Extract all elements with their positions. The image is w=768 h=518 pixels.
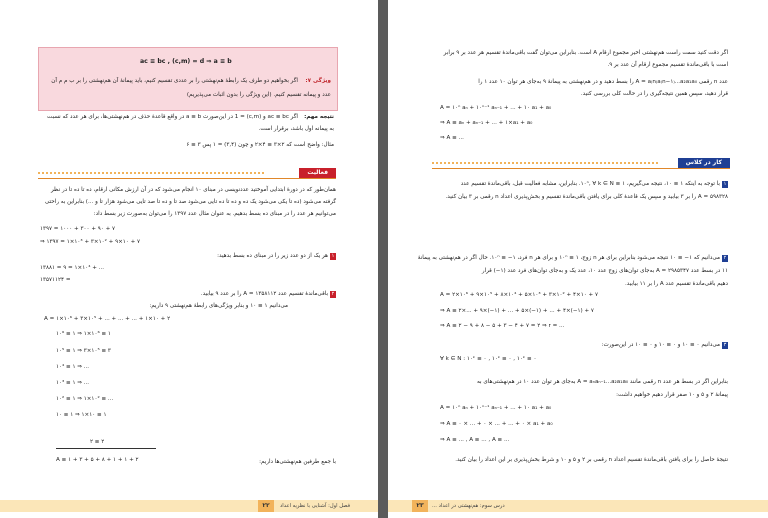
math-line-1: A = ۱×۱۰⁶ + ۳×۱۰⁵ + ... + ... + ... + ۱×۱۰ + ۲: [44, 316, 171, 322]
cw3-text-1: می‌دانیم ۰ ≡ ۱۰ و ۰ ≡ ۱۰ و ۰ ≡ ۱۰ در این‌صورت:: [601, 342, 720, 348]
digits-line-1: عدد n رقمی A = a₍n₎a₍n−۱₎...a₂a₁a₀ را بسط دهید و در هم‌نهشتی به پیمانهٔ ۹ به‌جای هر توان ۱۰ عدد ۱ را: [478, 79, 728, 85]
property-formula: ac ≡ bc , (c,m) = d ⇒ a ≡ b: [140, 58, 232, 65]
cw3-math-1: A = ۱۰ⁿ aₙ + ۱۰ⁿ⁻¹ aₙ₋₁ + ... + ۱۰ a₁ + a₀: [440, 405, 552, 411]
math-line-5: ۱۰³ ≡ ۱ ⇒ ...: [56, 380, 90, 386]
cw3-math-2: ⇒ A ≡ ۰ × ... + ۰ × ... + ... + ۰ × a₁ + a₀: [440, 421, 553, 427]
question-2-number: ۲: [331, 291, 335, 297]
intro-line-1: اگر دقت کنید سمت راست هم‌نهشتی اخیر مجموع ارقام A است. بنابراین می‌توان گفت باقی‌ماندهٔ تقسیم هر عدد بر ۹ برابر: [443, 50, 728, 56]
sum-divider: [56, 448, 156, 449]
sum-summary: با جمع طرفین هم‌نهشتی‌ها داریم:: [259, 459, 336, 465]
cw3-line-3: پیمانهٔ ۲ و ۵ و ۱۰ صفر قرار دهیم خواهیم داشت:: [616, 392, 728, 398]
math-line-3: ۱۰⁵ ≡ ۱ ⇒ ۳×۱۰⁵ ≡ ۳: [56, 348, 111, 354]
question-1-a: ۱۳۸۸۱ = ۹ = ۱×۱۰⁴ + ...: [40, 265, 105, 271]
cw1-number: ۱: [723, 181, 727, 187]
cw2-math-3: ⇒ A ≡ ۲ − ۹ + ۸ − ۵ + ۳ − ۴ + ۷ = ۲ ⇒ r = ...: [440, 323, 565, 329]
cw2-line-1: [418, 254, 728, 263]
activity-line-1: همان‌طور که در دورهٔ ابتدایی آموختید عددنویسی در مبنای ۱۰ انجام می‌شود که در آن ارزش مکانی ارقام، ده تا ده تا در نظر: [50, 187, 336, 193]
property-line-2: عدد و پیمانه تقسیم کنیم. (این ویژگی را بدون اثبات می‌پذیریم): [186, 92, 331, 98]
question-1-b: ۱۳۵۷۱۱۲۴ =: [40, 277, 71, 283]
expr-line-2: ⇒ A ≡ aₙ + aₙ₋₁ + ... + ۱×a₁ + a₀: [440, 120, 533, 126]
activity-line-2: گرفته می‌شود (ده تا یکی می‌شود یک ده و ده تا ده تایی می‌شود صد تا و ده تا صد تایی می‌شود هزار تا و ...) بنابراین به راحتی: [44, 199, 336, 205]
right-page: [388, 0, 768, 518]
expansion-1: ۱۳۹۷ = ۱۰۰۰ + ۳۰۰ + ۹۰ + ۷: [40, 226, 116, 232]
result-label: نتیجه مهم:: [304, 114, 334, 120]
math-line-7: ۱۰ ≡ ۱ ⇒ ۱×۱۰ ≡ ۱: [56, 412, 107, 418]
cw1-line-2: ۵۹۸۳۲۸ = A را بر ۳ بیابید و سپس یک قاعدهٔ کلی برای یافتن باقی‌ماندهٔ تقسیم و بخش‌پذیری اعداد n رقمی بر ۳ بیان کنید.: [445, 194, 728, 200]
right-page-number: ۲۳: [412, 500, 428, 512]
right-footer: [388, 500, 768, 512]
cw2-math-1: A = ۲×۱۰⁶ + ۹×۱۰⁵ + ۸×۱۰⁴ + ۵×۱۰³ + ۳×۱۰² + ۴×۱۰ + ۷: [440, 292, 598, 298]
result-example: مثال: واضح است که ۲×۳ ≡ ۴×۲ و چون (۳,۴) = ۱ پس ۳ ≡ ۶: [186, 142, 334, 148]
book-gutter: [378, 0, 388, 518]
result-line-2: به پیمانه اول باشد، برقرار است.: [258, 126, 334, 132]
left-page-number: ۲۲: [258, 500, 274, 512]
cw2-text-1: می‌دانیم که ۱− ≡ ۱۰ نتیجه می‌شود بنابراین برای هر n زوج، ۱ ≡ ۱۰ⁿ و برای هر n فرد، ۱− ≡ ۱۰ⁿ. حال اگر در هم‌نهشتی به پیمانهٔ: [417, 255, 720, 261]
question-2: [201, 290, 336, 299]
digits-line-2: قرار دهید، سپس همین نتیجه‌گیری را در حالت کلی بررسی کنید.: [580, 91, 728, 97]
question-1-number: ۱: [331, 253, 335, 259]
cw3-number: ۳: [723, 342, 727, 348]
class-work-header: [432, 158, 730, 169]
cw2-math-2: ⇒ A ≡ ۲×... + ۹×(−۱) + ... + ۵×(−۱) + ... + ۴×(−۱) + ۷: [440, 308, 594, 314]
math-line-6: ۱۰² ≡ ۱ ⇒ ۱×۱۰² ≡ ...: [56, 396, 114, 402]
cw2-line-2: ۱۱ در بسط عدد A = ۲۹۸۵۳۴۷ به‌جای توان‌های زوج عدد ۱۰، عدد یک و به‌جای توان‌های فرد عدد (۱−) قرار: [481, 268, 728, 274]
conclusion: نتیجهٔ حاصل را برای یافتن باقی‌ماندهٔ تقسیم اعداد n رقمی بر ۲ و ۵ و ۱۰ و شرط بخش‌پذیری بر این اعداد را بیان کنید.: [455, 457, 728, 463]
property-label: ویژگی ۷:: [305, 78, 331, 84]
question-1-text: هر یک از دو عدد زیر را در مبنای ده بسط بدهید:: [217, 253, 328, 259]
cw2-line-3: دهیم باقی‌ماندهٔ تقسیم عدد A را بر ۱۱ بیابید.: [624, 281, 728, 287]
math-line-9: A ≡ ۱ + ۳ + ۵ + ۸ + ۱ + ۱ + ۲: [56, 457, 139, 463]
left-footer-text: فصل اول: آشنایی با نظریه اعداد: [280, 503, 351, 509]
cw1-text-1: با توجه به اینکه ۱ ≡ ۱۰، نتیجه می‌گیریم، ۱ ≡ ۱۰ⁿ, ∀ k ∈ N. بنابراین، مشابه فعالیت قبل، باقی‌ماندهٔ تقسیم عدد: [460, 181, 720, 187]
property-line-1: اگر بخواهیم دو طرف یک رابطهٔ هم‌نهشتی را بر عددی تقسیم کنیم، باید پیمانهٔ آن هم‌نهشتی را بر ب م م آن: [51, 78, 298, 84]
question-1: [217, 252, 336, 261]
class-work-title: کار در کلاس: [678, 158, 730, 168]
math-line-2: ۱۰⁶ ≡ ۱ ⇒ ۱×۱۰⁶ ≡ ۱: [56, 331, 111, 337]
expansion-2: ⇒ ۱۳۹۷ = ۱×۱۰³ + ۳×۱۰² + ۹×۱۰ + ۷: [40, 239, 141, 245]
question-2-text: باقی‌ماندهٔ تقسیم عدد A = ۱۳۵۸۱۱۲ را بر عدد ۹ بیابید.: [200, 291, 328, 297]
expr-line-3: ⇒ A ≡ ...: [440, 135, 464, 141]
left-page: [0, 0, 378, 518]
right-footer-text: درس سوم: هم‌نهشتی در اعداد ...: [432, 503, 505, 509]
activity-title: فعالیت: [299, 168, 336, 178]
cw3-math-3: ⇒ A ≡ ... , A ≡ ... , A ≡ ...: [440, 437, 510, 443]
result-line-1: اگر ac ≡ bc و (c,m) = 1 در این‌صورت a ≡ b در واقع قاعدهٔ حذف در هم‌نهشتی‌ها، برای هر عدد که نسبت: [47, 114, 298, 120]
activity-header: [38, 168, 336, 179]
math-line-4: ۱۰⁴ ≡ ۱ ⇒ ...: [56, 364, 90, 370]
math-line-8: ۲ ≡ ۲: [90, 439, 105, 445]
left-footer: [0, 500, 378, 512]
question-2-sub: می‌دانیم ۱ ≡ ۱۰ و بنابر ویژگی‌های رابطهٔ هم‌نهشتی ۹ داریم:: [149, 303, 288, 309]
intro-line-2: است با باقی‌ماندهٔ تقسیم مجموع ارقام آن عدد بر ۹.: [607, 62, 728, 68]
cw3-line-1: [602, 341, 728, 350]
cw2-number: ۲: [723, 255, 727, 261]
activity-line-3: می‌توانیم هر عدد را در مبنای ده بسط بدهیم. به عنوان مثال عدد ۱۳۹۷ را می‌توان به‌صورت زیر بسط داد:: [93, 211, 336, 217]
cw3-line-2: بنابراین اگر در بسط هر عدد n رقمی مانند A = aₙaₙ₋₁...a₂a₁a₀ به‌جای هر توان عدد ۱۰ در هم‌نهشتی‌های به: [477, 379, 728, 385]
expr-line-1: A = ۱۰ⁿ aₙ + ۱۰ⁿ⁻¹ aₙ₋₁ + ... + ۱۰ a₁ + a₀: [440, 105, 552, 111]
cw1-line-1: [461, 180, 728, 189]
cw3-math: ∀ k ∈ N : ۱۰ᵏ ≡ ۰ , ۱۰ᵏ ≡ ۰ , ۱۰ᵏ ≡ ۰: [440, 356, 537, 362]
